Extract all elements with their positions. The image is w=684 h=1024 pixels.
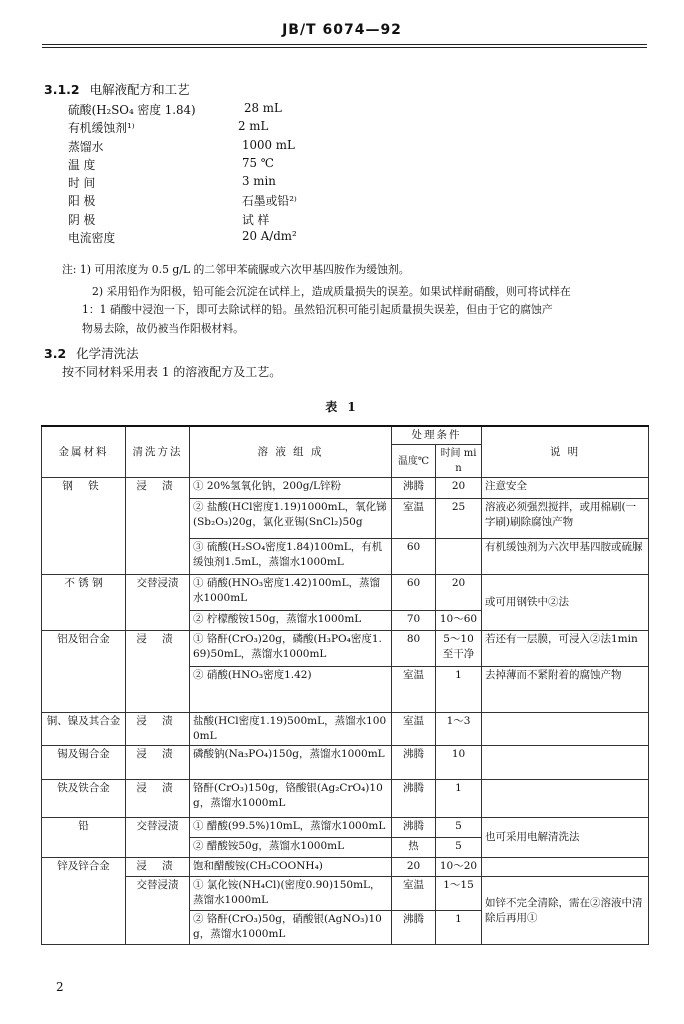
- cell-method: 浸 渍: [126, 746, 190, 780]
- cell-method: 浸 渍: [126, 858, 190, 877]
- cell-method: 交替浸渍: [126, 575, 190, 631]
- col-header-solution: 溶 液 组 成: [190, 426, 392, 478]
- cell-note: 注意安全: [482, 478, 649, 499]
- cell-temp: 20: [392, 858, 436, 877]
- cell-method: 浸 渍: [126, 478, 190, 575]
- section-title: 化学清洗法: [76, 346, 139, 361]
- table-row: [42, 818, 649, 838]
- cell-material: 铁及铁合金: [42, 780, 126, 818]
- note-2-line-1: 2) 采用铅作为阳极，铅可能会沉淀在试样上，造成质量损失的误差。如果试样耐硝酸，则可将试样在: [92, 285, 571, 298]
- section-3-1-2-heading: [44, 80, 190, 98]
- cell-material: 不 锈 钢: [42, 575, 126, 631]
- table-row: [42, 713, 649, 746]
- note-2-line-2: 1：1 硝酸中浸泡一下，即可去除试样的铅。虽然铅沉积可能引起质量损失误差，但由于它的腐蚀产: [82, 303, 553, 316]
- cell-solution: 盐酸(HCl密度1.19)500mL，蒸馏水1000mL: [190, 713, 392, 746]
- cell-temp: 沸腾: [392, 818, 436, 838]
- cell-temp: 60: [392, 575, 436, 611]
- recipe-value: 1000 mL: [242, 137, 295, 152]
- col-header-note: 说 明: [482, 426, 649, 478]
- cell-note: [482, 780, 649, 818]
- col-header-conditions: 处理条件: [392, 426, 482, 445]
- recipe-value: 试 样: [242, 212, 270, 227]
- cell-temp: 室温: [392, 499, 436, 539]
- cell-note: 也可采用电解清洗法: [482, 818, 649, 858]
- cell-temp: 室温: [392, 713, 436, 746]
- cell-time: 25: [436, 499, 482, 539]
- section-3-2-text: 按不同材料采用表 1 的溶液配方及工艺。: [62, 365, 282, 379]
- cell-temp: 60: [392, 539, 436, 575]
- cell-note: 去掉薄而不紧附着的腐蚀产物: [482, 667, 649, 713]
- recipe-label: 硫酸(H₂SO₄ 密度 1.84): [68, 103, 196, 117]
- cell-note: 如锌不完全清除，需在②溶液中清除后再用①: [482, 877, 649, 945]
- cell-time: 1: [436, 911, 482, 945]
- cell-note: [482, 746, 649, 780]
- header-rule-top: [42, 44, 647, 45]
- cell-time: 1～15: [436, 877, 482, 911]
- cell-note: [482, 713, 649, 746]
- cell-note: 或可用钢铁中②法: [482, 575, 649, 631]
- table-row: [42, 746, 649, 780]
- recipe-label: 阴 极: [68, 212, 96, 227]
- cleaning-table: [41, 425, 649, 945]
- col-header-time: 时间 min: [436, 445, 482, 478]
- cell-time: 5: [436, 838, 482, 858]
- cell-material: 铜、镍及其合金: [42, 713, 126, 746]
- cell-time: [436, 539, 482, 575]
- cell-solution: ② 盐酸(HCl密度1.19)1000mL，氧化锑(Sb₂O₃)20g，氯化亚锡(SnCl₂)50g: [190, 499, 392, 539]
- recipe-value: 20 A/dm²: [242, 229, 297, 244]
- cell-note: 若还有一层膜，可浸入②法1min: [482, 631, 649, 667]
- cell-temp: 80: [392, 631, 436, 667]
- col-header-method: 清洗方法: [126, 426, 190, 478]
- recipe-label: 有机缓蚀剂¹⁾: [68, 121, 135, 136]
- recipe-label: 蒸馏水: [68, 139, 104, 154]
- cell-solution: ① 硝酸(HNO₃密度1.42)100mL，蒸馏水1000mL: [190, 575, 392, 611]
- cell-time: 1: [436, 667, 482, 713]
- cell-note: 溶液必须强烈搅拌，或用棉刷(一字刷)刷除腐蚀产物: [482, 499, 649, 539]
- cell-material: 铝及铝合金: [42, 631, 126, 713]
- cell-temp: 室温: [392, 877, 436, 911]
- cell-method: 交替浸渍: [126, 818, 190, 858]
- table-caption: 表 1: [325, 400, 359, 414]
- cell-temp: 沸腾: [392, 746, 436, 780]
- cell-solution: ② 柠檬酸铵150g，蒸馏水1000mL: [190, 611, 392, 631]
- cell-time: 10～60: [436, 611, 482, 631]
- cell-solution: ① 醋酸(99.5%)10mL，蒸馏水1000mL: [190, 818, 392, 838]
- table-row: [42, 478, 649, 499]
- note-1: 注: 1) 可用浓度为 0.5 g/L 的二邻甲苯硫脲或六次甲基四胺作为缓蚀剂。: [62, 263, 410, 276]
- cell-temp: 热: [392, 838, 436, 858]
- header-rule-bottom: [42, 47, 647, 48]
- cell-solution: ② 铬酐(CrO₃)50g，硝酸银(AgNO₃)10g，蒸馏水1000mL: [190, 911, 392, 945]
- cell-solution: ② 硝酸(HNO₃密度1.42): [190, 667, 392, 713]
- cell-note: 有机缓蚀剂为六次甲基四胺或硫脲: [482, 539, 649, 575]
- cell-solution: ① 氯化铵(NH₄Cl)(密度0.90)150mL，蒸馏水1000mL: [190, 877, 392, 911]
- col-header-material: 金属材料: [42, 426, 126, 478]
- cell-time: 20: [436, 478, 482, 499]
- cell-time: 20: [436, 575, 482, 611]
- cell-time: 5～10至干净: [436, 631, 482, 667]
- cell-material: 铅: [42, 818, 126, 858]
- cell-time: 1～3: [436, 713, 482, 746]
- cell-method: 浸 渍: [126, 631, 190, 713]
- cell-time: 1: [436, 780, 482, 818]
- table-row: [42, 575, 649, 611]
- table-row: [42, 877, 649, 911]
- cell-temp: 70: [392, 611, 436, 631]
- recipe-value: 28 mL: [244, 101, 282, 115]
- section-3-2-heading: [44, 344, 139, 362]
- cell-solution: 磷酸钠(Na₃PO₄)150g，蒸馏水1000mL: [190, 746, 392, 780]
- table-row: [42, 631, 649, 667]
- recipe-label: 阳 极: [68, 194, 96, 209]
- recipe-label: 温 度: [68, 157, 96, 172]
- section-title: 电解液配方和工艺: [89, 82, 190, 97]
- cell-solution: ① 铬酐(CrO₃)20g，磷酸(H₃PO₄密度1.69)50mL，蒸馏水1000mL: [190, 631, 392, 667]
- cell-method: 浸 渍: [126, 780, 190, 818]
- cell-temp: 室温: [392, 667, 436, 713]
- recipe-value: 石墨或铅²⁾: [242, 194, 297, 209]
- table-row: [42, 858, 649, 877]
- cell-time: 5: [436, 818, 482, 838]
- cell-method: 交替浸渍: [126, 877, 190, 945]
- recipe-value: 2 mL: [238, 119, 269, 134]
- cell-material: 钢 铁: [42, 478, 126, 575]
- cell-solution: ③ 硫酸(H₂SO₄密度1.84)100mL，有机缓蚀剂1.5mL，蒸馏水1000mL: [190, 539, 392, 575]
- cell-time: 10: [436, 746, 482, 780]
- page-number: 2: [56, 980, 64, 994]
- cell-temp: 沸腾: [392, 911, 436, 945]
- cell-temp: 沸腾: [392, 780, 436, 818]
- recipe-label: 电流密度: [68, 231, 116, 246]
- cell-note: [482, 858, 649, 877]
- col-header-temp: 温度℃: [392, 445, 436, 478]
- cell-solution: 铬酐(CrO₃)150g，铬酸银(Ag₂CrO₄)10g，蒸馏水1000mL: [190, 780, 392, 818]
- cell-solution: ② 醋酸铵50g，蒸馏水1000mL: [190, 838, 392, 858]
- cell-material: 锌及锌合金: [42, 858, 126, 945]
- table-row: [42, 780, 649, 818]
- cell-temp: 沸腾: [392, 478, 436, 499]
- cell-solution: 饱和醋酸铵(CH₃COONH₄): [190, 858, 392, 877]
- recipe-value: 3 min: [242, 174, 276, 189]
- cell-solution: ① 20%氢氧化钠，200g/L锌粉: [190, 478, 392, 499]
- cell-method: 浸 渍: [126, 713, 190, 746]
- recipe-label: 时 间: [68, 176, 96, 191]
- section-number: 3.2: [44, 346, 67, 361]
- cell-material: 锡及锡合金: [42, 746, 126, 780]
- cell-time: 10～20: [436, 858, 482, 877]
- note-2-line-3: 物易去除，故仍被当作阳极材料。: [82, 322, 244, 335]
- standard-number: JB/T 6074—92: [282, 22, 402, 38]
- section-number: 3.1.2: [44, 82, 80, 97]
- recipe-value: 75 ℃: [242, 155, 274, 170]
